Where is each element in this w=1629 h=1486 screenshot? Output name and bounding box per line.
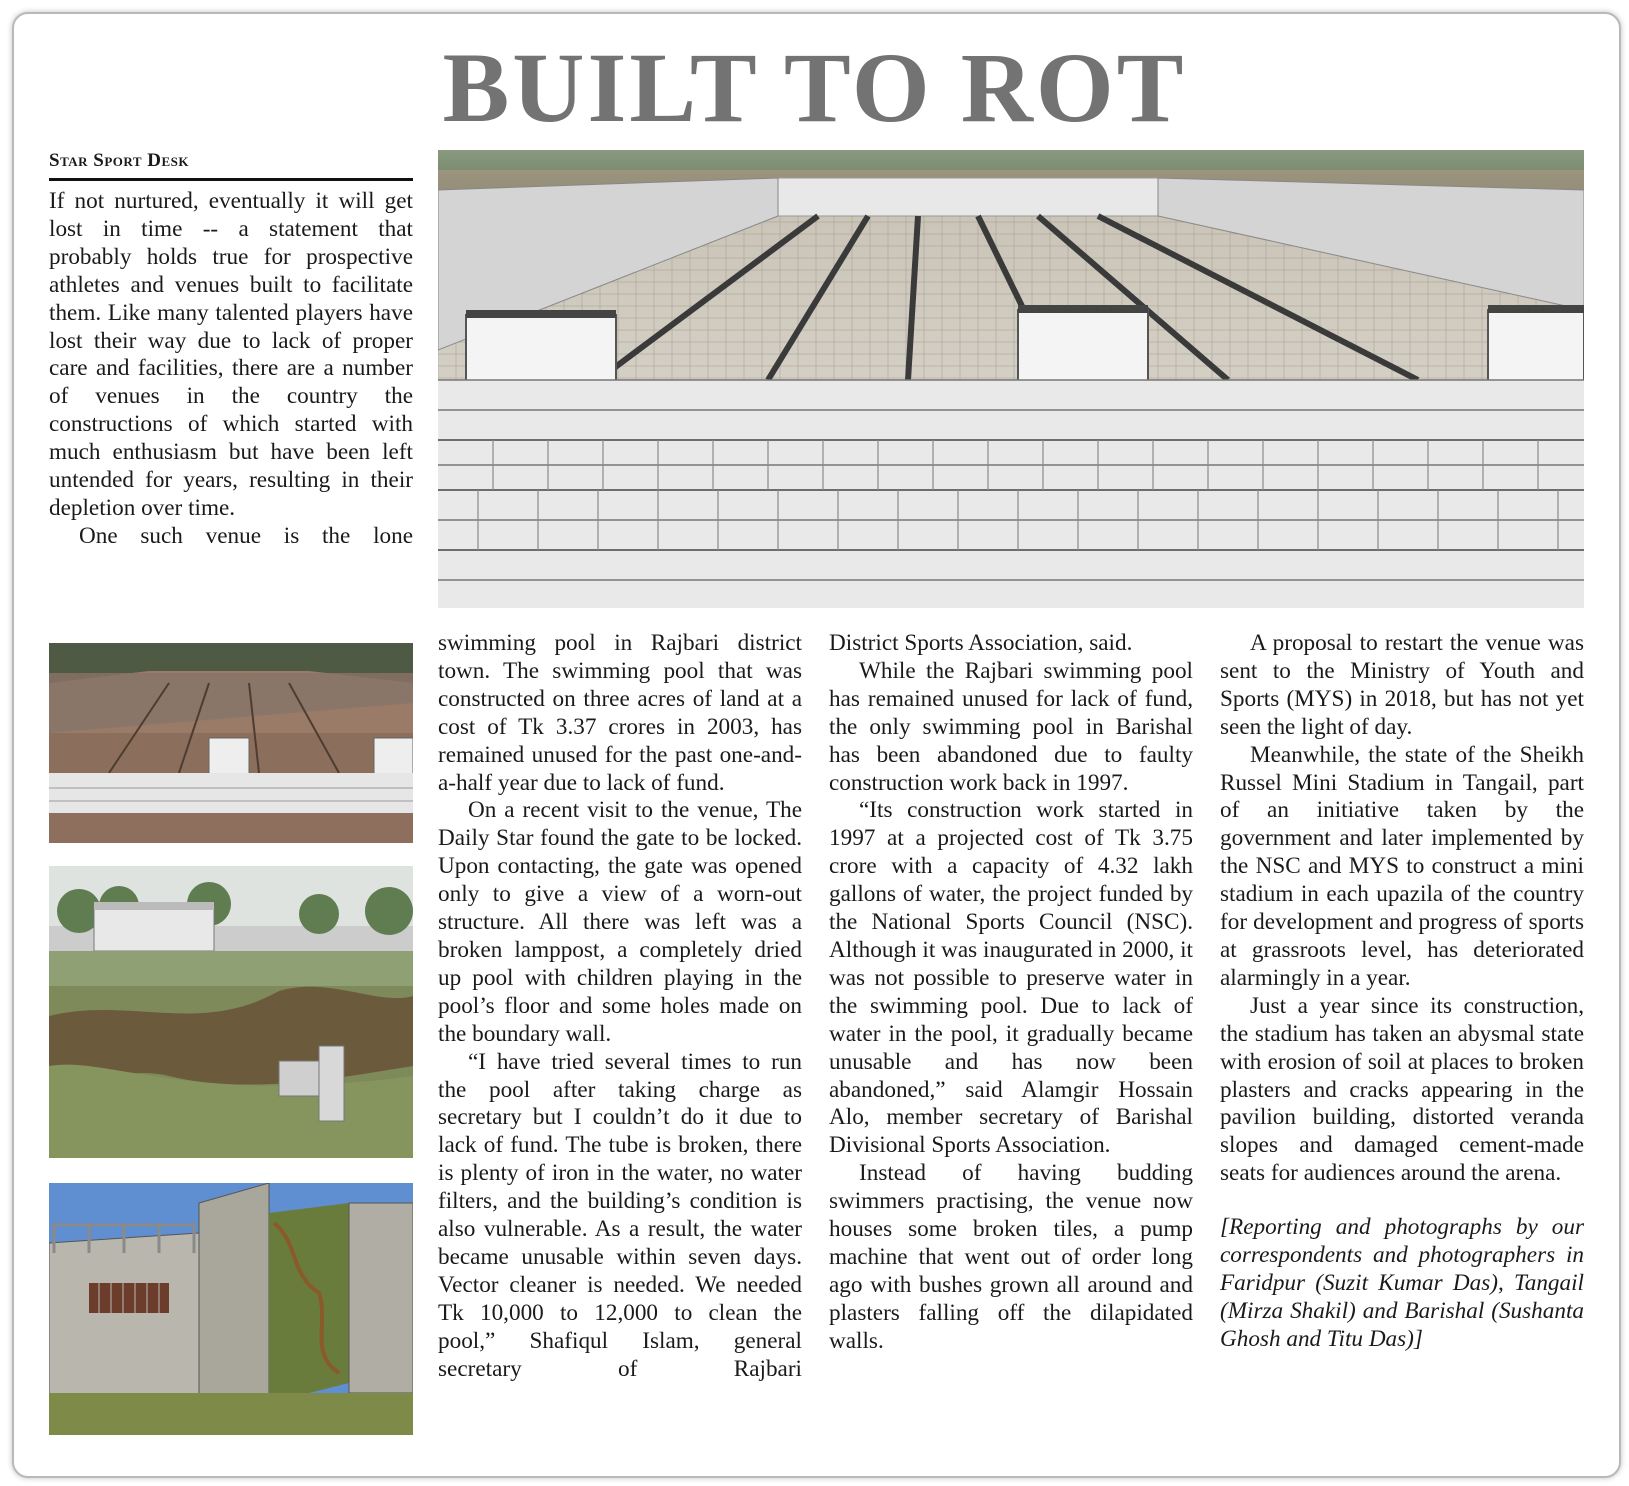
column-4: [1220, 630, 1584, 1354]
paragraph: One such venue is the lone: [79, 522, 413, 549]
paragraph: District Sports Association, said.: [829, 630, 1133, 656]
paragraph: Instead of having budding swimmers practising, the venue now houses some broken tiles, a pump machine that went out of order long ago with bushes grown all around and plasters falling off the dilapidated walls.: [829, 1160, 1193, 1354]
dried-pool-aerial-photo: [49, 643, 413, 843]
paragraph: “Its construction work started in 1997 at a projected cost of Tk 3.75 crore with a capacity of 4.32 lakh gallons of water, the project funded by the National Sports Council (NSC). Although it was inaugurated in 2000, it was not possible to preserve water in the swimming pool. Due to lack of water in the pool, it gradually became unusable and has now been abandoned,” said Alamgir Hossain Alo, member secretary of Barishal Divisional Sports Association.: [829, 797, 1193, 1159]
dilapidated-wall-photo: [49, 1183, 413, 1435]
column-2: [438, 630, 802, 1383]
photo-credit: [Reporting and photographs by our correspondents and photographers in Faridpur (Suzit Kumar Das), Tangail (Mirza Shakil) and Barishal (Sushanta Ghosh and Titu Das)]: [1220, 1214, 1584, 1352]
paragraph: Just a year since its construction, the stadium has taken an abysmal state with erosion of soil at places to broken plasters and cracks appearing in the pavilion building, distorted veranda slopes and damaged cement-made seats for audiences around the arena.: [1220, 992, 1584, 1187]
paragraph: On a recent visit to the venue, The Daily Star found the gate to be locked. Upon contacting, the gate was opened only to give a view of a worn-out structure. All there was left was a broken lamppost, a completely dried up pool with children playing in the pool’s floor and some holes made on the boundary wall.: [438, 797, 802, 1047]
paragraph: “I have tried several times to run the pool after taking charge as secretary but I couldn’t do it due to lack of fund. The tube is broken, there is plenty of iron in the water, no water filters, and the building’s condition is also vulnerable. As a result, the water became unusable within seven days. Vector cleaner is needed. We needed Tk 10,000 to 12,000 to clean the pool,” Shafiqul Islam, general secretary of Rajbari: [438, 1048, 802, 1382]
headline: BUILT TO ROT: [442, 32, 1187, 143]
eroded-stadium-ground-photo: [49, 866, 413, 1158]
paragraph: While the Rajbari swimming pool has remained unused for lack of fund, the only swimming pool in Barishal has been abandoned due to faulty construction work back in 1997.: [829, 657, 1193, 796]
column-3: [829, 630, 1193, 1356]
empty-swimming-pool-photo: [438, 150, 1584, 608]
paragraph: If not nurtured, eventually it will get lost in time -- a statement that probably holds true for prospective athletes and venues built to facilitate them. Like many talented players have lost their way due to lack of proper care and facilities, there are a number of venues in the country the constructions of which started with much enthusiasm but have been left untended for years, resulting in their depletion over time.: [49, 188, 413, 521]
byline: Star Sport Desk: [49, 150, 413, 181]
column-1: [49, 188, 413, 551]
paragraph: swimming pool in Rajbari district town. The swimming pool that was constructed on three acres of land at a cost of Tk 3.37 crores in 2003, has remained unused for the past one-and-a-half year due to lack of fund.: [438, 630, 802, 796]
paragraph: A proposal to restart the venue was sent to the Ministry of Youth and Sports (MYS) in 2018, but has not yet seen the light of day.: [1220, 630, 1584, 740]
paragraph: Meanwhile, the state of the Sheikh Russel Mini Stadium in Tangail, part of an initiative taken by the government and later implemented by the NSC and MYS to construct a mini stadium in each upazila of the country for development and progress of sports at grassroots level, has deteriorated alarmingly in a year.: [1220, 741, 1584, 991]
